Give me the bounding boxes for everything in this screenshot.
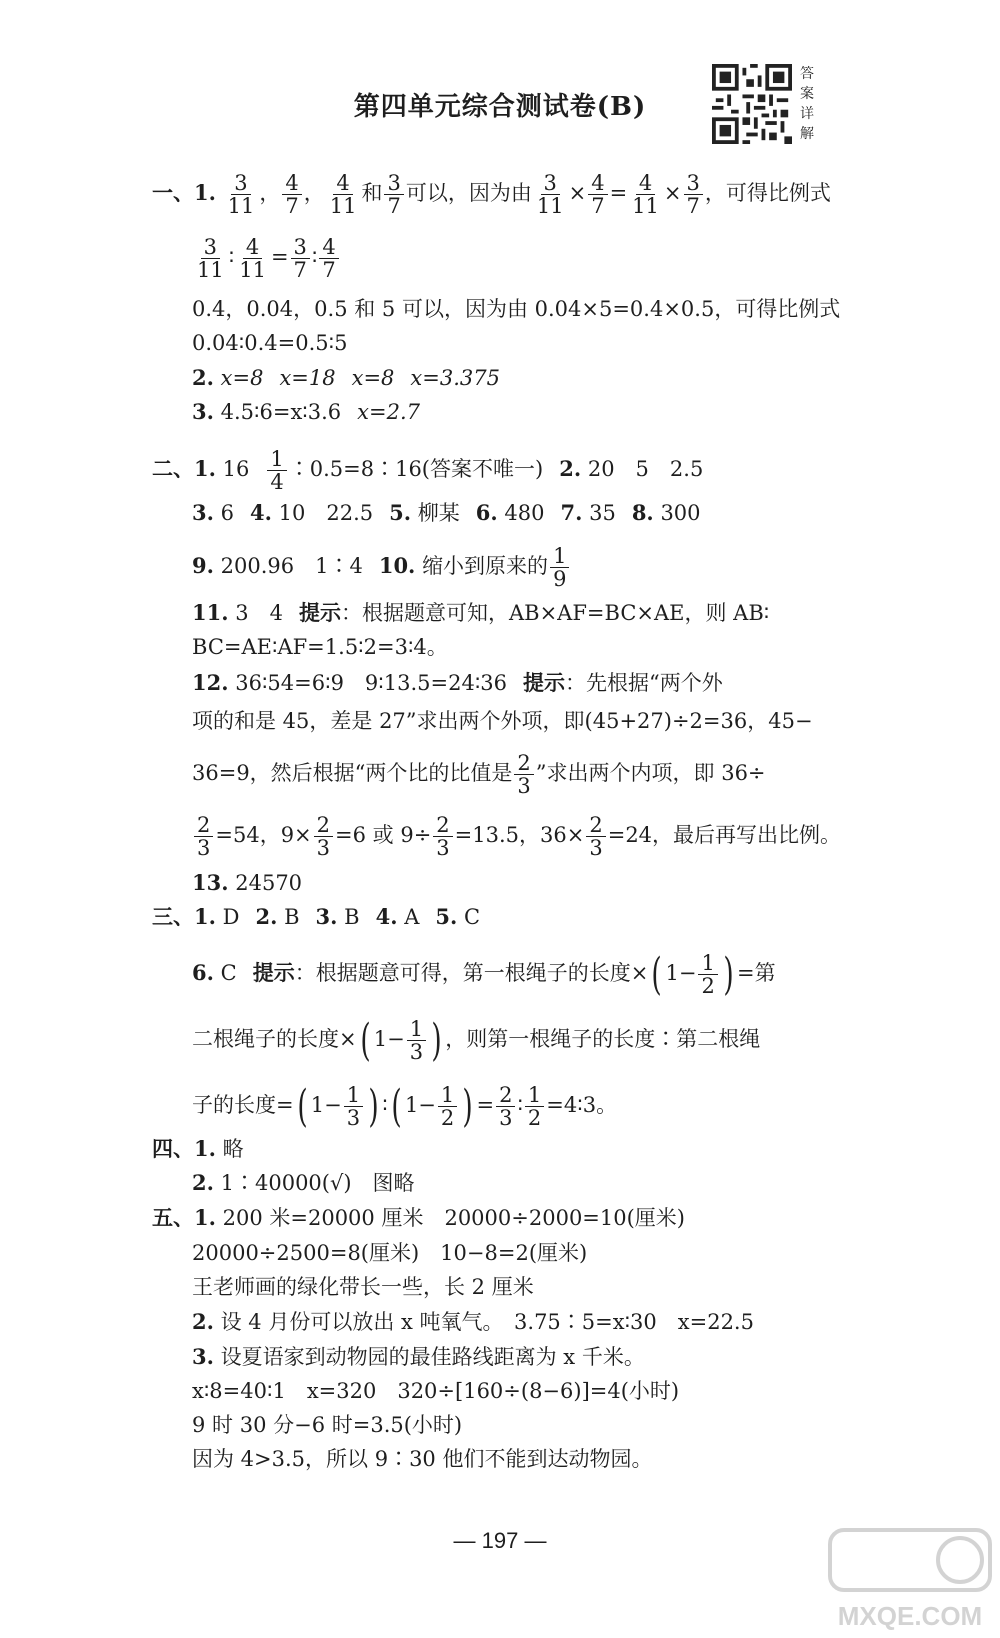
fraction: $\frac{1}{4}$ bbox=[267, 448, 286, 493]
s1-q1-line3: 0.4，0.04，0.5 和 5 可以，因为由 0.04×5=0.4×0.5，可得比例式 bbox=[192, 297, 841, 321]
fraction: $\frac{3}{7}$ bbox=[291, 236, 310, 281]
fraction: $\frac{2}{3}$ bbox=[586, 814, 605, 859]
watermark-logo-icon bbox=[820, 1520, 1000, 1638]
fraction: $\frac{2}{3}$ bbox=[433, 814, 452, 859]
fraction: $\frac{4}{11}$ bbox=[329, 171, 357, 218]
fraction: $\frac{3}{11}$ bbox=[197, 235, 224, 282]
s2-q11-line1: 11. 3 4 提示：根据题意可知，AB×AF=BC×AE，则 AB∶ bbox=[192, 600, 770, 625]
s2-q1: 二、1. 16 $\frac{1}{4}$ ∶0.5=8∶16(答案不唯一) 2. 20 5 2.5 bbox=[152, 447, 704, 494]
fraction: $\frac{1}{3}$ bbox=[407, 1018, 426, 1063]
s2-q9-10: 9. 200.96 1∶4 10. 缩小到原来的 $\frac{1}{9}$ bbox=[192, 545, 571, 590]
s1-q3: 3. 4.5∶6=x∶3.6 x=2.7 bbox=[192, 399, 420, 424]
s2-q12-line1: 12. 36∶54=6∶9 9∶13.5=24∶36 提示：先根据“两个外 bbox=[192, 670, 723, 695]
fraction: $\frac{2}{3}$ bbox=[314, 814, 333, 859]
svg-text:MXQE.COM: MXQE.COM bbox=[837, 1601, 983, 1631]
section-head-1: 一、 bbox=[152, 180, 194, 205]
fraction: $\frac{2}{3}$ bbox=[496, 1084, 515, 1129]
fraction: $\frac{2}{3}$ bbox=[514, 752, 533, 797]
s5-q3-line1: 3. 设夏语家到动物园的最佳路线距离为 x 千米。 bbox=[192, 1344, 645, 1369]
fraction: $\frac{2}{3}$ bbox=[194, 814, 213, 859]
fraction: $\frac{3}{7}$ bbox=[384, 172, 403, 217]
page-number: — 197 — bbox=[453, 1528, 547, 1553]
fraction: $\frac{1}{2}$ bbox=[698, 952, 717, 997]
fraction: $\frac{1}{9}$ bbox=[550, 545, 569, 590]
s5-q3-line2: x∶8=40∶1 x=320 320÷[160÷(8−6)]=4(小时) bbox=[192, 1379, 680, 1403]
fraction: $\frac{3}{11}$ bbox=[227, 171, 255, 218]
fraction: $\frac{4}{7}$ bbox=[588, 172, 607, 217]
s5-q2: 2. 设 4 月份可以放出 x 吨氧气。 3.75∶5=x∶30 x=22.5 bbox=[192, 1309, 754, 1334]
s3-q6-line1: 6. C 提示：根据题意可得，第一根绳子的长度×( 1− $\frac{1}{2}$ ) =第 bbox=[192, 948, 776, 1000]
page-title: 第四单元综合测试卷(B) bbox=[353, 92, 647, 122]
s2-q13: 13. 24570 bbox=[192, 870, 303, 895]
s3-q6-line2: 二根绳子的长度×( 1− $\frac{1}{3}$ ) ，则第一根绳子的长度∶第二根绳 bbox=[192, 1014, 761, 1066]
s5-q1-line2: 20000÷2500=8(厘米) 10−8=2(厘米) bbox=[192, 1241, 588, 1265]
fraction: $\frac{3}{7}$ bbox=[684, 172, 703, 217]
s2-q11-line2: BC=AE∶AF=1.5∶2=3∶4。 bbox=[192, 635, 448, 659]
s5-q1-line3: 王老师画的绿化带长一些，长 2 厘米 bbox=[192, 1275, 534, 1299]
fraction: $\frac{4}{11}$ bbox=[239, 235, 266, 282]
q-num: 1. bbox=[194, 180, 216, 205]
fraction: $\frac{1}{3}$ bbox=[344, 1084, 363, 1129]
s1-q1-line2: $\frac{3}{11}$ ∶ $\frac{4}{11}$ = $\frac{3}{7}$ ∶ $\frac{4}{7}$ bbox=[192, 236, 341, 281]
fraction: $\frac{1}{2}$ bbox=[438, 1084, 457, 1129]
s2-q12-line4: $\frac{2}{3}$ =54，9× $\frac{2}{3}$ =6 或 9÷ $\frac{2}{3}$ =13.5，36× $\frac{2}{3}$ =24，最后再写出比例。 bbox=[192, 814, 841, 859]
fraction: $\frac{3}{11}$ bbox=[536, 171, 564, 218]
qr-code-icon bbox=[712, 64, 792, 144]
s1-q1-line4: 0.04∶0.4=0.5∶5 bbox=[192, 331, 348, 355]
fraction: $\frac{1}{2}$ bbox=[525, 1084, 544, 1129]
s1-q1-line1: 一、1. $\frac{3}{11}$ ， $\frac{4}{7}$ ， $\frac{4}{11}$ 和 $\frac{3}{7}$ 可以，因为由 $\frac{3}{11}$ × $\frac{4}{7}$ = $\frac{4}{11}$ × $\frac{3}{7}$ ，可得比例式 bbox=[152, 171, 831, 218]
s5-q3-line3: 9 时 30 分−6 时=3.5(小时) bbox=[192, 1413, 463, 1437]
s2-q12-line2: 项的和是 45，差是 27”求出两个外项，即(45+27)÷2=36，45− bbox=[192, 709, 813, 733]
s3-q1-5: 三、1. D 2. B 3. B 4. A 5. C bbox=[152, 904, 481, 929]
s1-q2: 2. x=8 x=18 x=8 x=3.375 bbox=[192, 365, 500, 390]
fraction: $\frac{4}{7}$ bbox=[319, 236, 338, 281]
s4-q1: 四、1. 略 bbox=[152, 1136, 244, 1161]
s2-q12-line3: 36=9，然后根据“两个比的比值是 $\frac{2}{3}$ ”求出两个内项，即 36÷ bbox=[192, 751, 766, 798]
s4-q2: 2. 1∶40000(√) 图略 bbox=[192, 1170, 415, 1195]
qr-label: 答案详解 bbox=[800, 66, 814, 142]
fraction: $\frac{4}{11}$ bbox=[632, 171, 659, 218]
s5-q3-line4: 因为 4>3.5，所以 9∶30 他们不能到达动物园。 bbox=[192, 1447, 653, 1471]
s5-q1-line1: 五、1. 200 米=20000 厘米 20000÷2000=10(厘米) bbox=[152, 1205, 686, 1230]
s2-q3-8: 3. 6 4. 10 22.5 5. 柳某 6. 480 7. 35 8. 300 bbox=[192, 500, 701, 525]
fraction: $\frac{4}{7}$ bbox=[282, 172, 301, 217]
s3-q6-line3: 子的长度=( 1− $\frac{1}{3}$ ) ∶( 1− $\frac{1}{2}$ ) = $\frac{2}{3}$ ∶ $\frac{1}{2}$ =4∶3。 bbox=[192, 1080, 618, 1132]
